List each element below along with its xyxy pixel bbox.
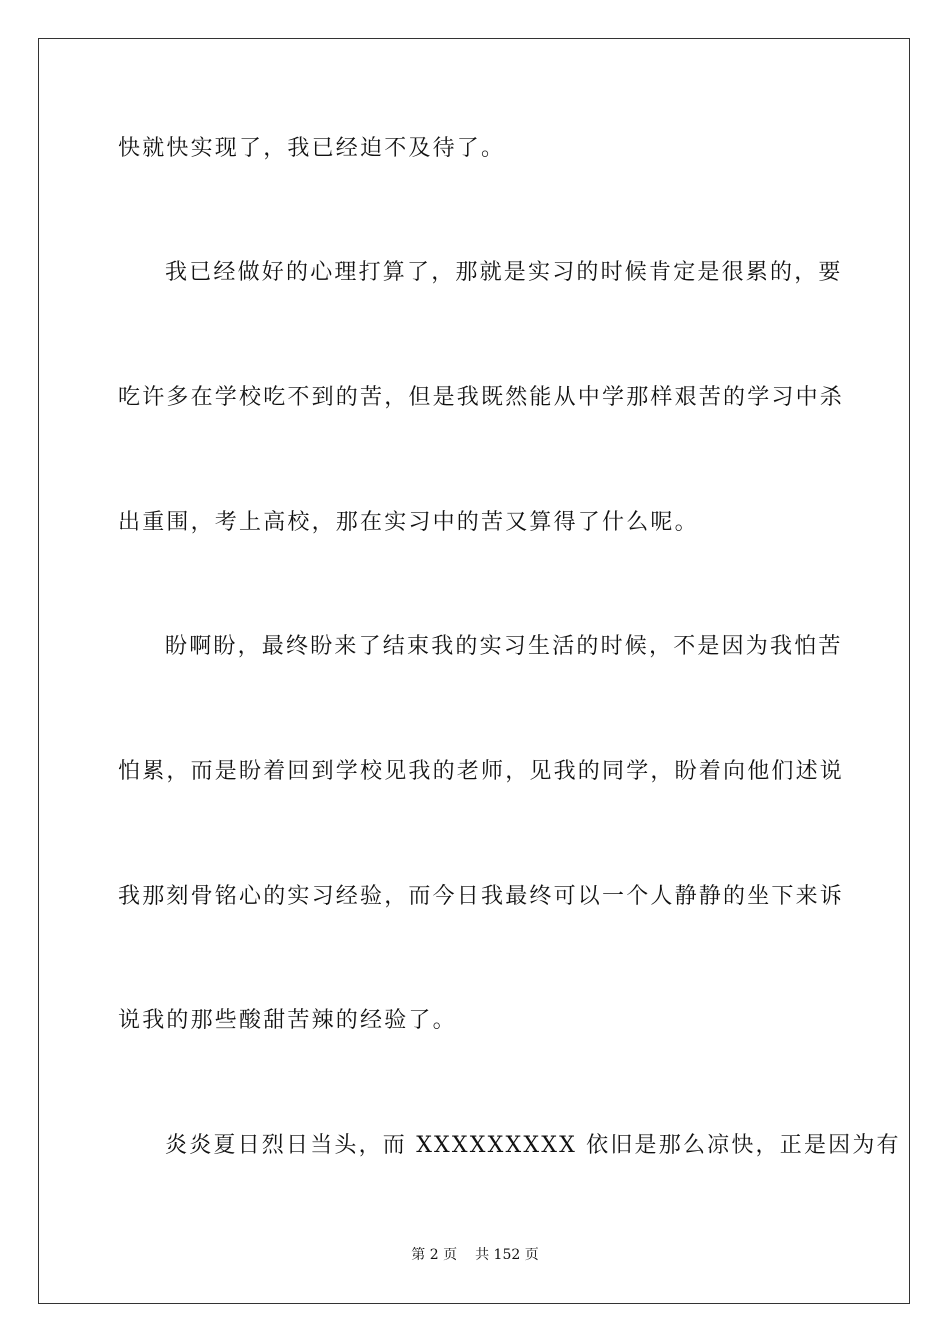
total-pages: 共 152 页 (475, 1247, 539, 1263)
text-line: 说我的那些酸甜苦辣的经验了。 (118, 1008, 457, 1033)
text-line: 吃许多在学校吃不到的苦，但是我既然能从中学那样艰苦的学习中杀 (118, 385, 845, 410)
text-line: 怕累，而是盼着回到学校见我的老师，见我的同学，盼着向他们述说 (118, 759, 845, 784)
page-footer (0, 1245, 950, 1265)
text-line: 出重围，考上高校，那在实习中的苦又算得了什么呢。 (118, 510, 699, 535)
text-line: 我那刻骨铭心的实习经验，而今日我最终可以一个人静静的坐下来诉 (118, 884, 845, 909)
text-line: 盼啊盼，最终盼来了结束我的实习生活的时候，不是因为我怕苦 (165, 634, 843, 659)
text-line: 我已经做好的心理打算了，那就是实习的时候肯定是很累的，要 (165, 260, 843, 285)
text-line: 炎炎夏日烈日当头，而 XXXXXXXXX 依旧是那么凉快，正是因为有 (165, 1133, 901, 1158)
text-line: 快就快实现了，我已经迫不及待了。 (118, 136, 506, 161)
page-number: 第 2 页 (411, 1247, 458, 1263)
page-border (38, 38, 910, 1304)
